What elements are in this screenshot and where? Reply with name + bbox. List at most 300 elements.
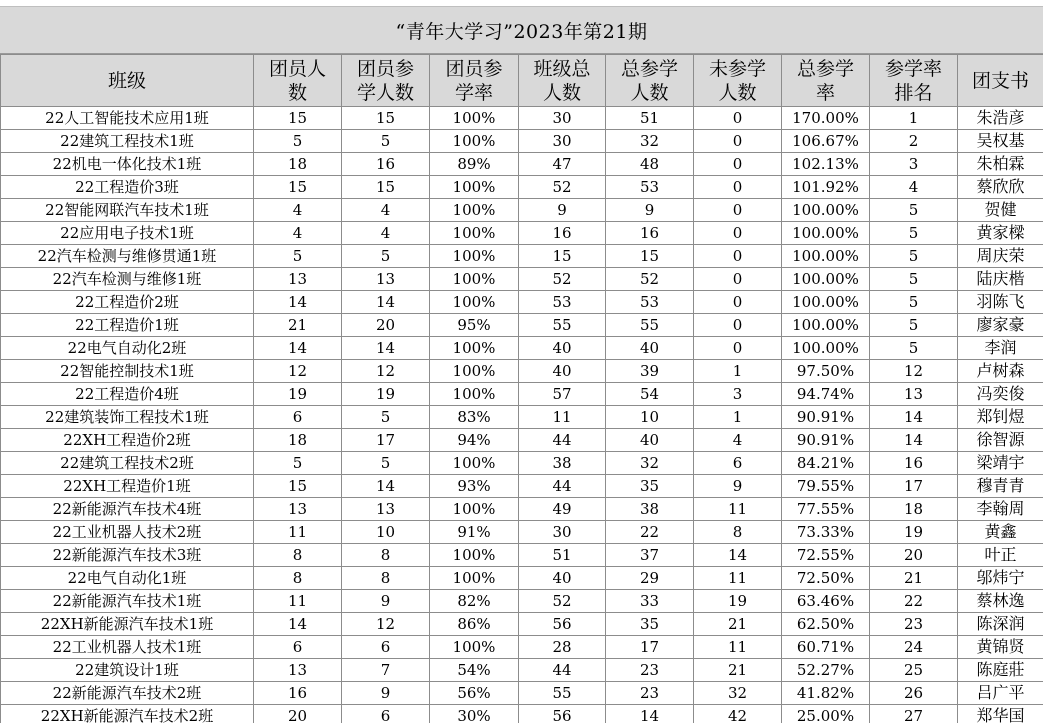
cell-total-rate[interactable]: 101.92% xyxy=(782,176,870,199)
cell-secretary[interactable]: 蔡欣欣 xyxy=(958,176,1043,199)
cell-member-count[interactable]: 13 xyxy=(254,268,342,291)
cell-member-rate[interactable]: 100% xyxy=(430,245,519,268)
cell-member-participants[interactable]: 4 xyxy=(342,222,430,245)
cell-class-name[interactable]: 22汽车检测与维修贯通1班 xyxy=(1,245,254,268)
cell-secretary[interactable]: 吕广平 xyxy=(958,682,1043,705)
cell-non-participants[interactable]: 1 xyxy=(694,360,782,383)
cell-class-total[interactable]: 56 xyxy=(519,705,606,723)
header-line: 排名 xyxy=(894,81,933,104)
cell-total-rate[interactable]: 170.00% xyxy=(782,107,870,130)
table-row xyxy=(1,544,1043,567)
cell-non-participants[interactable]: 0 xyxy=(694,268,782,291)
cell-member-participants[interactable]: 5 xyxy=(342,406,430,429)
cell-member-count[interactable]: 14 xyxy=(254,291,342,314)
cell-total-participants[interactable]: 40 xyxy=(606,429,694,452)
cell-total-rate[interactable]: 25.00% xyxy=(782,705,870,723)
cell-member-rate[interactable]: 94% xyxy=(430,429,519,452)
cell-total-rate[interactable]: 90.91% xyxy=(782,429,870,452)
cell-member-rate[interactable]: 93% xyxy=(430,475,519,498)
cell-class-name[interactable]: 22新能源汽车技术1班 xyxy=(1,590,254,613)
header-total-rate[interactable] xyxy=(782,55,870,107)
cell-member-rate[interactable]: 54% xyxy=(430,659,519,682)
cell-total-rate[interactable]: 106.67% xyxy=(782,130,870,153)
cell-member-participants[interactable]: 12 xyxy=(342,613,430,636)
cell-member-rate[interactable]: 100% xyxy=(430,337,519,360)
cell-member-rate[interactable]: 100% xyxy=(430,222,519,245)
cell-member-rate[interactable]: 56% xyxy=(430,682,519,705)
cell-member-count[interactable]: 18 xyxy=(254,429,342,452)
header-rate-rank[interactable] xyxy=(870,55,958,107)
cell-secretary[interactable]: 羽陈飞 xyxy=(958,291,1043,314)
table-row xyxy=(1,130,1043,153)
cell-member-count[interactable]: 5 xyxy=(254,130,342,153)
cell-rate-rank[interactable]: 5 xyxy=(870,245,958,268)
cell-member-count[interactable]: 4 xyxy=(254,199,342,222)
table-row xyxy=(1,222,1043,245)
cell-member-count[interactable]: 13 xyxy=(254,498,342,521)
cell-secretary[interactable]: 吴权基 xyxy=(958,130,1043,153)
table-row xyxy=(1,521,1043,544)
cell-non-participants[interactable]: 0 xyxy=(694,222,782,245)
cell-member-rate[interactable]: 100% xyxy=(430,452,519,475)
cell-total-participants[interactable]: 32 xyxy=(606,452,694,475)
cell-non-participants[interactable]: 0 xyxy=(694,291,782,314)
cell-class-name[interactable]: 22建筑装饰工程技术1班 xyxy=(1,406,254,429)
cell-secretary[interactable]: 黄鑫 xyxy=(958,521,1043,544)
cell-non-participants[interactable]: 11 xyxy=(694,567,782,590)
cell-non-participants[interactable]: 42 xyxy=(694,705,782,723)
cell-rate-rank[interactable]: 17 xyxy=(870,475,958,498)
cell-member-count[interactable]: 12 xyxy=(254,360,342,383)
cell-total-participants[interactable]: 53 xyxy=(606,291,694,314)
cell-member-count[interactable]: 16 xyxy=(254,682,342,705)
cell-member-rate[interactable]: 100% xyxy=(430,291,519,314)
cell-class-total[interactable]: 30 xyxy=(519,107,606,130)
cell-non-participants[interactable]: 0 xyxy=(694,130,782,153)
cell-class-total[interactable]: 52 xyxy=(519,268,606,291)
cell-member-rate[interactable]: 30% xyxy=(430,705,519,723)
table-row xyxy=(1,245,1043,268)
cell-member-rate[interactable]: 89% xyxy=(430,153,519,176)
cell-member-rate[interactable]: 100% xyxy=(430,544,519,567)
cell-member-rate[interactable]: 86% xyxy=(430,613,519,636)
header-secretary[interactable] xyxy=(958,55,1043,107)
cell-secretary[interactable]: 徐智源 xyxy=(958,429,1043,452)
cell-non-participants[interactable]: 19 xyxy=(694,590,782,613)
cell-total-participants[interactable]: 51 xyxy=(606,107,694,130)
cell-total-rate[interactable]: 72.50% xyxy=(782,567,870,590)
cell-member-count[interactable]: 5 xyxy=(254,245,342,268)
cell-member-count[interactable]: 8 xyxy=(254,567,342,590)
cell-member-participants[interactable]: 5 xyxy=(342,130,430,153)
cell-total-participants[interactable]: 23 xyxy=(606,659,694,682)
cell-total-participants[interactable]: 16 xyxy=(606,222,694,245)
header-line: 率 xyxy=(815,81,835,104)
cell-non-participants[interactable]: 32 xyxy=(694,682,782,705)
cell-member-participants[interactable]: 19 xyxy=(342,383,430,406)
cell-total-participants[interactable]: 37 xyxy=(606,544,694,567)
cell-class-total[interactable]: 16 xyxy=(519,222,606,245)
cell-class-total[interactable]: 44 xyxy=(519,475,606,498)
cell-non-participants[interactable]: 9 xyxy=(694,475,782,498)
cell-member-rate[interactable]: 95% xyxy=(430,314,519,337)
cell-total-rate[interactable]: 100.00% xyxy=(782,337,870,360)
cell-rate-rank[interactable]: 26 xyxy=(870,682,958,705)
cell-class-name[interactable]: 22XH工程造价1班 xyxy=(1,475,254,498)
cell-total-participants[interactable]: 39 xyxy=(606,360,694,383)
cell-member-participants[interactable]: 9 xyxy=(342,682,430,705)
cell-total-participants[interactable]: 17 xyxy=(606,636,694,659)
cell-non-participants[interactable]: 21 xyxy=(694,659,782,682)
cell-secretary[interactable]: 黄锦贤 xyxy=(958,636,1043,659)
table-row xyxy=(1,429,1043,452)
cell-total-participants[interactable]: 35 xyxy=(606,613,694,636)
cell-secretary[interactable]: 叶正 xyxy=(958,544,1043,567)
cell-class-total[interactable]: 56 xyxy=(519,613,606,636)
header-line: 团员参 xyxy=(445,57,503,80)
cell-total-participants[interactable]: 29 xyxy=(606,567,694,590)
cell-member-rate[interactable]: 91% xyxy=(430,521,519,544)
cell-rate-rank[interactable]: 24 xyxy=(870,636,958,659)
header-line: 总参学 xyxy=(796,57,854,80)
cell-class-total[interactable]: 52 xyxy=(519,176,606,199)
cell-rate-rank[interactable]: 13 xyxy=(870,383,958,406)
cell-non-participants[interactable]: 11 xyxy=(694,636,782,659)
cell-non-participants[interactable]: 0 xyxy=(694,199,782,222)
cell-class-name[interactable]: 22新能源汽车技术2班 xyxy=(1,682,254,705)
cell-member-participants[interactable]: 5 xyxy=(342,245,430,268)
cell-rate-rank[interactable]: 5 xyxy=(870,199,958,222)
cell-secretary[interactable]: 朱浩彦 xyxy=(958,107,1043,130)
cell-total-participants[interactable]: 15 xyxy=(606,245,694,268)
cell-rate-rank[interactable]: 5 xyxy=(870,337,958,360)
cell-class-total[interactable]: 40 xyxy=(519,337,606,360)
cell-non-participants[interactable]: 1 xyxy=(694,406,782,429)
cell-non-participants[interactable]: 0 xyxy=(694,153,782,176)
table-row xyxy=(1,176,1043,199)
table-row xyxy=(1,659,1043,682)
cell-rate-rank[interactable]: 21 xyxy=(870,567,958,590)
cell-class-total[interactable]: 40 xyxy=(519,567,606,590)
cell-total-rate[interactable]: 100.00% xyxy=(782,314,870,337)
table-row xyxy=(1,613,1043,636)
cell-non-participants[interactable]: 21 xyxy=(694,613,782,636)
cell-member-rate[interactable]: 100% xyxy=(430,636,519,659)
cell-total-rate[interactable]: 60.71% xyxy=(782,636,870,659)
cell-class-name[interactable]: 22工业机器人技术1班 xyxy=(1,636,254,659)
cell-member-participants[interactable]: 4 xyxy=(342,199,430,222)
cell-member-count[interactable]: 14 xyxy=(254,613,342,636)
cell-class-name[interactable]: 22工程造价1班 xyxy=(1,314,254,337)
cell-member-count[interactable]: 15 xyxy=(254,176,342,199)
cell-rate-rank[interactable]: 1 xyxy=(870,107,958,130)
cell-class-total[interactable]: 15 xyxy=(519,245,606,268)
cell-member-participants[interactable]: 15 xyxy=(342,107,430,130)
cell-secretary[interactable]: 冯奕俊 xyxy=(958,383,1043,406)
cell-member-count[interactable]: 6 xyxy=(254,406,342,429)
cell-total-rate[interactable]: 62.50% xyxy=(782,613,870,636)
cell-rate-rank[interactable]: 16 xyxy=(870,452,958,475)
cell-class-name[interactable]: 22新能源汽车技术4班 xyxy=(1,498,254,521)
cell-total-rate[interactable]: 100.00% xyxy=(782,199,870,222)
cell-class-name[interactable]: 22智能网联汽车技术1班 xyxy=(1,199,254,222)
cell-class-total[interactable]: 40 xyxy=(519,360,606,383)
cell-class-name[interactable]: 22应用电子技术1班 xyxy=(1,222,254,245)
table-row xyxy=(1,590,1043,613)
cell-class-name[interactable]: 22建筑工程技术2班 xyxy=(1,452,254,475)
cell-class-total[interactable]: 30 xyxy=(519,130,606,153)
cell-secretary[interactable]: 陈庭莊 xyxy=(958,659,1043,682)
cell-member-rate[interactable]: 100% xyxy=(430,130,519,153)
cell-member-rate[interactable]: 100% xyxy=(430,268,519,291)
cell-class-total[interactable]: 52 xyxy=(519,590,606,613)
cell-rate-rank[interactable]: 22 xyxy=(870,590,958,613)
cell-class-total[interactable]: 30 xyxy=(519,521,606,544)
header-member-rate[interactable] xyxy=(430,55,519,107)
cell-total-participants[interactable]: 22 xyxy=(606,521,694,544)
cell-rate-rank[interactable]: 23 xyxy=(870,613,958,636)
cell-total-rate[interactable]: 73.33% xyxy=(782,521,870,544)
table-row xyxy=(1,383,1043,406)
cell-secretary[interactable]: 梁靖宇 xyxy=(958,452,1043,475)
cell-class-total[interactable]: 57 xyxy=(519,383,606,406)
cell-member-participants[interactable]: 6 xyxy=(342,705,430,723)
cell-non-participants[interactable]: 11 xyxy=(694,498,782,521)
cell-member-participants[interactable]: 16 xyxy=(342,153,430,176)
cell-secretary[interactable]: 陆庆楷 xyxy=(958,268,1043,291)
cell-member-participants[interactable]: 14 xyxy=(342,291,430,314)
cell-class-name[interactable]: 22建筑工程技术1班 xyxy=(1,130,254,153)
cell-rate-rank[interactable]: 20 xyxy=(870,544,958,567)
cell-rate-rank[interactable]: 14 xyxy=(870,429,958,452)
cell-class-name[interactable]: 22电气自动化1班 xyxy=(1,567,254,590)
cell-total-rate[interactable]: 100.00% xyxy=(782,268,870,291)
cell-member-count[interactable]: 11 xyxy=(254,590,342,613)
cell-secretary[interactable]: 郑钊煜 xyxy=(958,406,1043,429)
cell-total-participants[interactable]: 48 xyxy=(606,153,694,176)
cell-member-participants[interactable]: 13 xyxy=(342,268,430,291)
cell-secretary[interactable]: 陈深润 xyxy=(958,613,1043,636)
cell-member-count[interactable]: 8 xyxy=(254,544,342,567)
cell-non-participants[interactable]: 0 xyxy=(694,245,782,268)
cell-member-count[interactable]: 5 xyxy=(254,452,342,475)
cell-member-participants[interactable]: 17 xyxy=(342,429,430,452)
cell-member-rate[interactable]: 100% xyxy=(430,383,519,406)
cell-member-rate[interactable]: 100% xyxy=(430,498,519,521)
table-body xyxy=(1,107,1043,723)
cell-class-total[interactable]: 47 xyxy=(519,153,606,176)
cell-secretary[interactable]: 廖家豪 xyxy=(958,314,1043,337)
cell-secretary[interactable]: 穆青青 xyxy=(958,475,1043,498)
cell-class-total[interactable]: 55 xyxy=(519,314,606,337)
cell-total-rate[interactable]: 102.13% xyxy=(782,153,870,176)
cell-member-count[interactable]: 6 xyxy=(254,636,342,659)
cell-member-participants[interactable]: 5 xyxy=(342,452,430,475)
cell-member-count[interactable]: 15 xyxy=(254,107,342,130)
cell-class-name[interactable]: 22工程造价4班 xyxy=(1,383,254,406)
header-non-participants[interactable] xyxy=(694,55,782,107)
cell-member-participants[interactable]: 15 xyxy=(342,176,430,199)
cell-class-total[interactable]: 53 xyxy=(519,291,606,314)
cell-class-name[interactable]: 22机电一体化技术1班 xyxy=(1,153,254,176)
cell-total-participants[interactable]: 9 xyxy=(606,199,694,222)
cell-rate-rank[interactable]: 5 xyxy=(870,222,958,245)
cell-member-participants[interactable]: 10 xyxy=(342,521,430,544)
cell-non-participants[interactable]: 14 xyxy=(694,544,782,567)
cell-non-participants[interactable]: 6 xyxy=(694,452,782,475)
cell-class-name[interactable]: 22电气自动化2班 xyxy=(1,337,254,360)
cell-total-participants[interactable]: 35 xyxy=(606,475,694,498)
cell-total-participants[interactable]: 14 xyxy=(606,705,694,723)
cell-non-participants[interactable]: 4 xyxy=(694,429,782,452)
cell-class-total[interactable]: 55 xyxy=(519,682,606,705)
cell-secretary[interactable]: 蔡林逸 xyxy=(958,590,1043,613)
cell-member-participants[interactable]: 7 xyxy=(342,659,430,682)
cell-total-participants[interactable]: 10 xyxy=(606,406,694,429)
cell-class-total[interactable]: 44 xyxy=(519,429,606,452)
cell-secretary[interactable]: 黄家樑 xyxy=(958,222,1043,245)
cell-class-name[interactable]: 22智能控制技术1班 xyxy=(1,360,254,383)
cell-class-name[interactable]: 22工业机器人技术2班 xyxy=(1,521,254,544)
cell-member-rate[interactable]: 83% xyxy=(430,406,519,429)
cell-member-rate[interactable]: 100% xyxy=(430,199,519,222)
cell-total-rate[interactable]: 94.74% xyxy=(782,383,870,406)
cell-class-total[interactable]: 49 xyxy=(519,498,606,521)
cell-member-rate[interactable]: 82% xyxy=(430,590,519,613)
cell-total-rate[interactable]: 100.00% xyxy=(782,245,870,268)
cell-total-rate[interactable]: 72.55% xyxy=(782,544,870,567)
cell-class-total[interactable]: 44 xyxy=(519,659,606,682)
cell-rate-rank[interactable]: 5 xyxy=(870,314,958,337)
header-member-participants[interactable] xyxy=(342,55,430,107)
cell-non-participants[interactable]: 8 xyxy=(694,521,782,544)
header-class-name[interactable] xyxy=(1,55,254,107)
cell-total-rate[interactable]: 84.21% xyxy=(782,452,870,475)
cell-secretary[interactable]: 李润 xyxy=(958,337,1043,360)
cell-total-participants[interactable]: 54 xyxy=(606,383,694,406)
cell-total-participants[interactable]: 23 xyxy=(606,682,694,705)
cell-total-rate[interactable]: 100.00% xyxy=(782,222,870,245)
cell-total-rate[interactable]: 90.91% xyxy=(782,406,870,429)
cell-class-total[interactable]: 28 xyxy=(519,636,606,659)
cell-total-participants[interactable]: 32 xyxy=(606,130,694,153)
cell-non-participants[interactable]: 0 xyxy=(694,337,782,360)
header-class-total[interactable] xyxy=(519,55,606,107)
cell-secretary[interactable]: 周庆荣 xyxy=(958,245,1043,268)
table-row xyxy=(1,498,1043,521)
cell-class-total[interactable]: 9 xyxy=(519,199,606,222)
table-row xyxy=(1,107,1043,130)
cell-total-rate[interactable]: 41.82% xyxy=(782,682,870,705)
cell-total-participants[interactable]: 40 xyxy=(606,337,694,360)
cell-secretary[interactable]: 卢树森 xyxy=(958,360,1043,383)
cell-class-total[interactable]: 38 xyxy=(519,452,606,475)
cell-member-participants[interactable]: 14 xyxy=(342,337,430,360)
cell-total-participants[interactable]: 33 xyxy=(606,590,694,613)
cell-total-participants[interactable]: 53 xyxy=(606,176,694,199)
cell-class-name[interactable]: 22工程造价3班 xyxy=(1,176,254,199)
cell-rate-rank[interactable]: 3 xyxy=(870,153,958,176)
cell-rate-rank[interactable]: 4 xyxy=(870,176,958,199)
cell-secretary[interactable]: 邬炜宁 xyxy=(958,567,1043,590)
cell-member-count[interactable]: 19 xyxy=(254,383,342,406)
cell-member-count[interactable]: 4 xyxy=(254,222,342,245)
header-member-count[interactable] xyxy=(254,55,342,107)
cell-rate-rank[interactable]: 5 xyxy=(870,291,958,314)
cell-secretary[interactable]: 郑华国 xyxy=(958,705,1043,723)
cell-non-participants[interactable]: 0 xyxy=(694,107,782,130)
cell-member-participants[interactable]: 14 xyxy=(342,475,430,498)
cell-total-rate[interactable]: 63.46% xyxy=(782,590,870,613)
cell-member-rate[interactable]: 100% xyxy=(430,360,519,383)
cell-member-rate[interactable]: 100% xyxy=(430,567,519,590)
header-total-participants[interactable] xyxy=(606,55,694,107)
cell-member-participants[interactable]: 13 xyxy=(342,498,430,521)
cell-member-count[interactable]: 21 xyxy=(254,314,342,337)
cell-total-participants[interactable]: 55 xyxy=(606,314,694,337)
cell-member-count[interactable]: 11 xyxy=(254,521,342,544)
cell-rate-rank[interactable]: 19 xyxy=(870,521,958,544)
cell-total-rate[interactable]: 97.50% xyxy=(782,360,870,383)
cell-member-count[interactable]: 20 xyxy=(254,705,342,723)
cell-member-participants[interactable]: 9 xyxy=(342,590,430,613)
cell-class-name[interactable]: 22新能源汽车技术3班 xyxy=(1,544,254,567)
sheet-title[interactable]: “青年大学习”2023年第21期 xyxy=(0,7,1043,54)
cell-total-rate[interactable]: 79.55% xyxy=(782,475,870,498)
cell-member-participants[interactable]: 8 xyxy=(342,567,430,590)
cell-rate-rank[interactable]: 18 xyxy=(870,498,958,521)
cell-total-participants[interactable]: 38 xyxy=(606,498,694,521)
cell-member-count[interactable]: 14 xyxy=(254,337,342,360)
cell-rate-rank[interactable]: 12 xyxy=(870,360,958,383)
cell-member-count[interactable]: 15 xyxy=(254,475,342,498)
cell-rate-rank[interactable]: 27 xyxy=(870,705,958,723)
cell-class-name[interactable]: 22XH新能源汽车技术1班 xyxy=(1,613,254,636)
cell-member-participants[interactable]: 6 xyxy=(342,636,430,659)
cell-class-total[interactable]: 51 xyxy=(519,544,606,567)
cell-secretary[interactable]: 李翰周 xyxy=(958,498,1043,521)
cell-rate-rank[interactable]: 25 xyxy=(870,659,958,682)
cell-member-rate[interactable]: 100% xyxy=(430,176,519,199)
table-row xyxy=(1,153,1043,176)
cell-non-participants[interactable]: 0 xyxy=(694,314,782,337)
cell-member-count[interactable]: 18 xyxy=(254,153,342,176)
cell-member-count[interactable]: 13 xyxy=(254,659,342,682)
cell-total-rate[interactable]: 52.27% xyxy=(782,659,870,682)
cell-total-rate[interactable]: 77.55% xyxy=(782,498,870,521)
cell-secretary[interactable]: 朱柏霖 xyxy=(958,153,1043,176)
cell-total-rate[interactable]: 100.00% xyxy=(782,291,870,314)
cell-class-name[interactable]: 22工程造价2班 xyxy=(1,291,254,314)
cell-class-name[interactable]: 22XH新能源汽车技术2班 xyxy=(1,705,254,723)
cell-member-participants[interactable]: 20 xyxy=(342,314,430,337)
cell-total-participants[interactable]: 52 xyxy=(606,268,694,291)
cell-rate-rank[interactable]: 2 xyxy=(870,130,958,153)
cell-rate-rank[interactable]: 14 xyxy=(870,406,958,429)
cell-class-name[interactable]: 22建筑设计1班 xyxy=(1,659,254,682)
cell-rate-rank[interactable]: 5 xyxy=(870,268,958,291)
cell-class-name[interactable]: 22汽车检测与维修1班 xyxy=(1,268,254,291)
cell-class-name[interactable]: 22XH工程造价2班 xyxy=(1,429,254,452)
cell-member-participants[interactable]: 12 xyxy=(342,360,430,383)
cell-non-participants[interactable]: 0 xyxy=(694,176,782,199)
cell-secretary[interactable]: 贺健 xyxy=(958,199,1043,222)
cell-non-participants[interactable]: 3 xyxy=(694,383,782,406)
cell-member-rate[interactable]: 100% xyxy=(430,107,519,130)
cell-member-participants[interactable]: 8 xyxy=(342,544,430,567)
cell-class-name[interactable]: 22人工智能技术应用1班 xyxy=(1,107,254,130)
cell-class-total[interactable]: 11 xyxy=(519,406,606,429)
